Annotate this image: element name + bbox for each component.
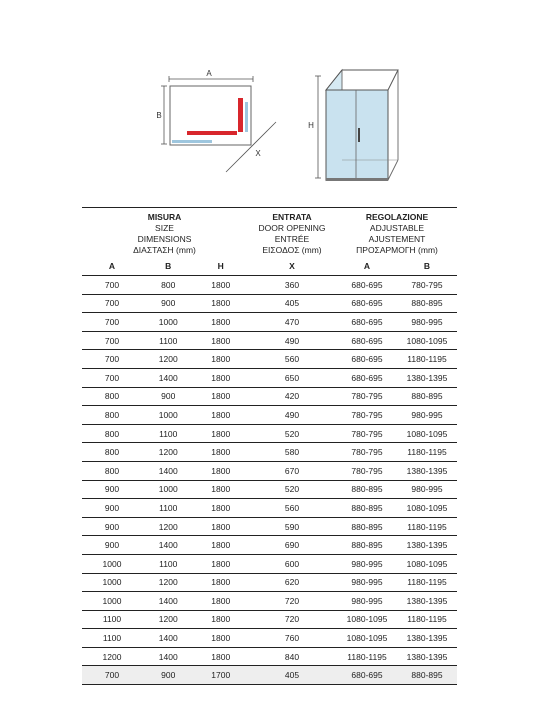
cell-adjust-a: 680-695 [337, 331, 397, 350]
table-row [82, 592, 457, 611]
cabin-3d-view [308, 70, 398, 181]
cell-adjust-b: 980-995 [397, 313, 457, 332]
cell-h: 1800 [195, 461, 248, 480]
cell-a: 900 [82, 480, 142, 499]
header-entry-fr: ENTRÉE [274, 234, 310, 244]
cell-b: 1000 [142, 313, 195, 332]
cell-a: 700 [82, 368, 142, 387]
cell-h: 1800 [195, 499, 248, 518]
cabin-glass-front [326, 90, 388, 180]
cell-a: 700 [82, 666, 142, 685]
cell-h: 1700 [195, 666, 248, 685]
cell-adjust-a: 880-895 [337, 480, 397, 499]
cell-x: 690 [247, 536, 337, 555]
cell-adjust-a: 1080-1095 [337, 610, 397, 629]
cell-a: 800 [82, 424, 142, 443]
cell-h: 1800 [195, 592, 248, 611]
header-entry-en: DOOR OPENING [258, 223, 326, 233]
cell-x: 590 [247, 517, 337, 536]
header-size-fr: DIMENSIONS [137, 234, 192, 244]
cell-adjust-a: 880-895 [337, 517, 397, 536]
cell-h: 1800 [195, 424, 248, 443]
table-row [82, 406, 457, 425]
cell-h: 1800 [195, 517, 248, 536]
plan-label-x: X [255, 149, 261, 158]
cell-x: 470 [247, 313, 337, 332]
header-size-it: MISURA [147, 212, 182, 222]
cell-a: 800 [82, 387, 142, 406]
col-letter-b: B [165, 261, 172, 271]
cell-x: 580 [247, 443, 337, 462]
table-row [82, 517, 457, 536]
door-panel-front [187, 131, 237, 135]
cell-x: 490 [247, 331, 337, 350]
header-size [82, 208, 247, 258]
cell-adjust-b: 1180-1195 [397, 350, 457, 369]
table-row [82, 536, 457, 555]
cell-h: 1800 [195, 443, 248, 462]
fixed-panel-front [172, 140, 212, 143]
cell-adjust-a: 780-795 [337, 443, 397, 462]
cell-h: 1800 [195, 350, 248, 369]
col-letter-h: H [217, 261, 224, 271]
cell-adjust-a: 680-695 [337, 368, 397, 387]
cell-adjust-a: 1180-1195 [337, 647, 397, 666]
table-row [82, 331, 457, 350]
cell-x: 760 [247, 629, 337, 648]
cell-adjust-a: 1080-1095 [337, 629, 397, 648]
plan-view [156, 69, 276, 172]
header-adjust-en: ADJUSTABLE [369, 223, 425, 233]
cell-a: 900 [82, 536, 142, 555]
cell-adjust-b: 1080-1095 [397, 499, 457, 518]
cell-h: 1800 [195, 536, 248, 555]
elev-label-h: H [308, 121, 314, 130]
cell-adjust-a: 680-695 [337, 350, 397, 369]
table-row [82, 610, 457, 629]
table-row [82, 629, 457, 648]
cell-b: 1200 [142, 350, 195, 369]
cell-a: 1000 [82, 554, 142, 573]
cell-h: 1800 [195, 480, 248, 499]
cell-a: 1100 [82, 629, 142, 648]
column-letters-row [82, 257, 457, 276]
cell-adjust-b: 1080-1095 [397, 331, 457, 350]
header-adjust-it: REGOLAZIONE [365, 212, 429, 222]
table-row [82, 554, 457, 573]
col-letter-a: A [108, 261, 116, 271]
cell-adjust-a: 780-795 [337, 461, 397, 480]
plan-label-b: B [156, 111, 162, 120]
table-row [82, 666, 457, 685]
table-row [82, 387, 457, 406]
cell-h: 1800 [195, 647, 248, 666]
table-row [82, 480, 457, 499]
cell-adjust-b: 1080-1095 [397, 424, 457, 443]
cell-adjust-a: 880-895 [337, 499, 397, 518]
cell-x: 720 [247, 592, 337, 611]
cell-x: 620 [247, 573, 337, 592]
cell-adjust-b: 1180-1195 [397, 517, 457, 536]
header-size-en: SIZE [155, 223, 174, 233]
cell-a: 1000 [82, 573, 142, 592]
cell-b: 1400 [142, 536, 195, 555]
cell-x: 670 [247, 461, 337, 480]
cell-adjust-a: 880-895 [337, 536, 397, 555]
cell-h: 1800 [195, 554, 248, 573]
cell-adjust-b: 1180-1195 [397, 610, 457, 629]
col-letter-adjust-a: A [363, 261, 371, 271]
cell-b: 800 [142, 276, 195, 295]
cell-a: 700 [82, 313, 142, 332]
header-adjust [337, 208, 457, 258]
cell-b: 1400 [142, 592, 195, 611]
cell-a: 700 [82, 294, 142, 313]
cell-adjust-b: 880-895 [397, 387, 457, 406]
table-body [82, 276, 457, 685]
fixed-panel-side [245, 102, 248, 132]
cell-adjust-b: 1380-1395 [397, 368, 457, 387]
cell-b: 1400 [142, 647, 195, 666]
cell-adjust-b: 1380-1395 [397, 592, 457, 611]
cell-x: 420 [247, 387, 337, 406]
cell-a: 1200 [82, 647, 142, 666]
cell-b: 1000 [142, 480, 195, 499]
cell-a: 700 [82, 331, 142, 350]
header-adjust-el: ΠΡΟΣΑΡΜΟΓΗ (mm) [356, 245, 438, 255]
cell-x: 405 [247, 666, 337, 685]
cell-b: 1400 [142, 629, 195, 648]
col-letter-adjust-b: B [423, 261, 431, 271]
cell-a: 700 [82, 276, 142, 295]
table-row [82, 313, 457, 332]
cell-h: 1800 [195, 406, 248, 425]
cell-b: 1200 [142, 443, 195, 462]
table-row [82, 443, 457, 462]
cell-adjust-b: 1080-1095 [397, 554, 457, 573]
cell-adjust-b: 880-895 [397, 666, 457, 685]
cell-adjust-a: 980-995 [337, 554, 397, 573]
cabin-base [326, 178, 388, 181]
header-adjust-fr: AJUSTEMENT [368, 234, 426, 244]
cell-adjust-a: 680-695 [337, 276, 397, 295]
cell-h: 1800 [195, 368, 248, 387]
cell-a: 700 [82, 350, 142, 369]
cell-a: 800 [82, 406, 142, 425]
cell-b: 1400 [142, 461, 195, 480]
cell-h: 1800 [195, 276, 248, 295]
cell-x: 520 [247, 480, 337, 499]
cell-b: 1200 [142, 610, 195, 629]
cell-adjust-b: 1180-1195 [397, 573, 457, 592]
cell-adjust-b: 1380-1395 [397, 461, 457, 480]
table-row [82, 573, 457, 592]
dimensions-table [82, 207, 457, 685]
cell-adjust-b: 880-895 [397, 294, 457, 313]
cell-x: 650 [247, 368, 337, 387]
cell-x: 560 [247, 499, 337, 518]
cell-x: 560 [247, 350, 337, 369]
cell-adjust-a: 680-695 [337, 666, 397, 685]
cell-b: 900 [142, 666, 195, 685]
cell-b: 1400 [142, 368, 195, 387]
cell-a: 800 [82, 443, 142, 462]
cell-h: 1800 [195, 610, 248, 629]
cell-adjust-a: 780-795 [337, 424, 397, 443]
table-row [82, 499, 457, 518]
door-panel-side [238, 98, 243, 132]
cell-h: 1800 [195, 629, 248, 648]
door-handle [358, 128, 360, 142]
cell-a: 900 [82, 499, 142, 518]
col-letter-x: X [289, 261, 295, 271]
cell-b: 1100 [142, 331, 195, 350]
cell-b: 1200 [142, 517, 195, 536]
cell-adjust-a: 680-695 [337, 294, 397, 313]
header-entry [247, 208, 337, 258]
cell-x: 405 [247, 294, 337, 313]
table-row [82, 368, 457, 387]
cell-b: 1200 [142, 573, 195, 592]
cell-h: 1800 [195, 294, 248, 313]
cell-a: 1000 [82, 592, 142, 611]
cell-adjust-b: 1380-1395 [397, 629, 457, 648]
cell-b: 1000 [142, 406, 195, 425]
cell-adjust-b: 1380-1395 [397, 647, 457, 666]
plan-label-a: A [206, 69, 212, 78]
cell-h: 1800 [195, 573, 248, 592]
cell-adjust-a: 780-795 [337, 406, 397, 425]
table-row [82, 647, 457, 666]
cell-adjust-a: 980-995 [337, 592, 397, 611]
cell-a: 800 [82, 461, 142, 480]
cell-x: 360 [247, 276, 337, 295]
table-row [82, 424, 457, 443]
cell-x: 520 [247, 424, 337, 443]
cell-b: 1100 [142, 424, 195, 443]
cell-x: 840 [247, 647, 337, 666]
header-entry-el: ΕΙΣΟΔΟΣ (mm) [262, 245, 322, 255]
table-row [82, 276, 457, 295]
cell-adjust-b: 780-795 [397, 276, 457, 295]
cell-b: 900 [142, 294, 195, 313]
technical-drawing [0, 0, 540, 205]
cell-x: 600 [247, 554, 337, 573]
cell-h: 1800 [195, 387, 248, 406]
cell-adjust-b: 1380-1395 [397, 536, 457, 555]
cell-adjust-a: 680-695 [337, 313, 397, 332]
cell-a: 1100 [82, 610, 142, 629]
table-row [82, 461, 457, 480]
cell-adjust-b: 980-995 [397, 480, 457, 499]
table-row [82, 350, 457, 369]
cell-adjust-b: 980-995 [397, 406, 457, 425]
cell-b: 1100 [142, 554, 195, 573]
cell-a: 900 [82, 517, 142, 536]
cell-adjust-b: 1180-1195 [397, 443, 457, 462]
header-size-el: ΔΙΑΣΤΑΣΗ (mm) [133, 245, 196, 255]
table-row [82, 294, 457, 313]
cell-b: 1100 [142, 499, 195, 518]
header-entry-it: ENTRATA [272, 212, 312, 222]
cell-h: 1800 [195, 331, 248, 350]
cell-adjust-a: 780-795 [337, 387, 397, 406]
cell-b: 900 [142, 387, 195, 406]
cell-h: 1800 [195, 313, 248, 332]
cell-x: 720 [247, 610, 337, 629]
cell-x: 490 [247, 406, 337, 425]
cell-adjust-a: 980-995 [337, 573, 397, 592]
